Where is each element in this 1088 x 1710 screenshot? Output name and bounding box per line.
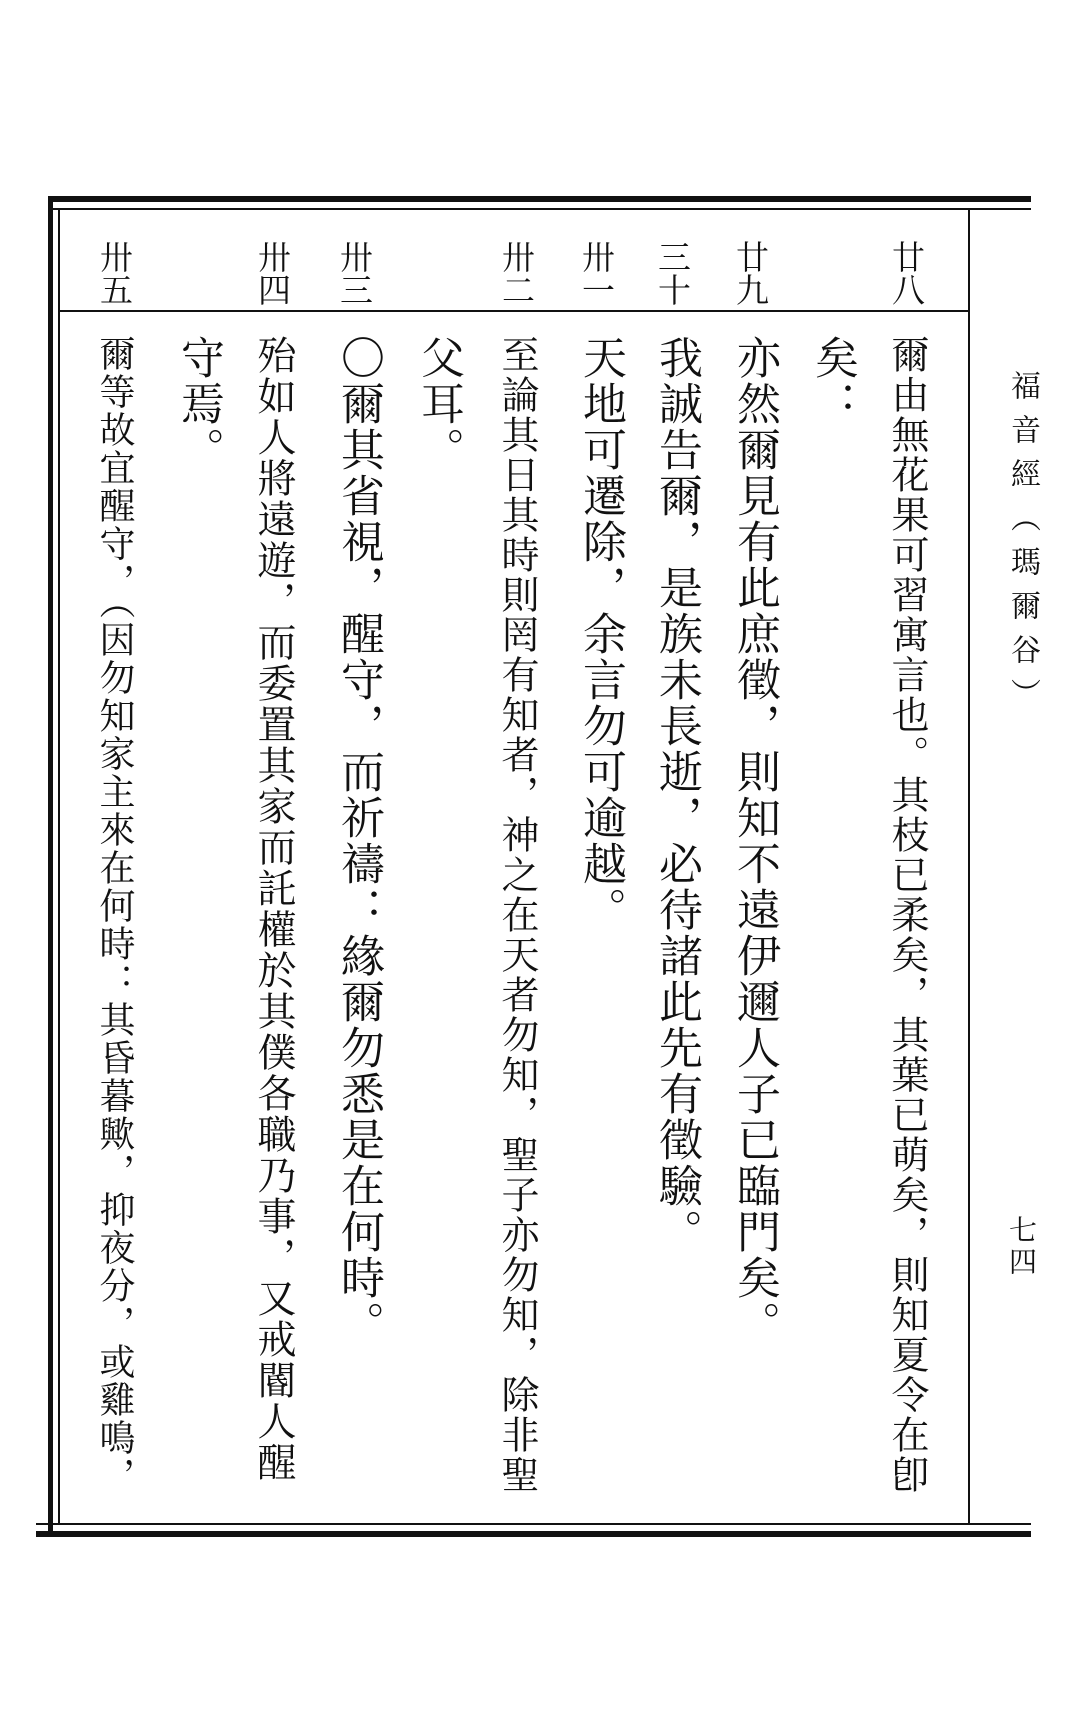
frame-top-border <box>48 196 1031 202</box>
verse-number: 三十 <box>653 240 692 306</box>
verse-text-line: 我誠告爾，是族未長逝，必待諸此先有徵驗。 <box>651 335 702 1255</box>
verse-text-line: 殆如人將遠遊，而委置其家而託權於其僕各職乃事，又戒閽人醒 <box>251 335 296 1483</box>
verse-text-line: 守焉。 <box>173 335 224 473</box>
verse-number: 卅三 <box>335 240 374 306</box>
verse-text-line: 天地可遷除，余言勿可逾越。 <box>575 335 626 933</box>
verse-text-line: 爾由無花果可習寓言也。其枝已柔矣，其葉已萌矣，則知夏令在卽 <box>885 335 929 1495</box>
running-title: 福音經（瑪爾谷） <box>1005 370 1040 722</box>
frame-bottom-inner-border <box>36 1523 1031 1525</box>
frame-right-border <box>968 208 970 1525</box>
frame-bottom-border <box>36 1531 1031 1537</box>
verse-number: 卅四 <box>253 240 292 306</box>
verse-number: 卅二 <box>497 240 536 306</box>
verse-text-line: 至論其日其時則罔有知者，神之在天者勿知，聖子亦勿知，除非聖 <box>495 335 539 1495</box>
verse-text-line: 爾等故宜醒守，（因勿知家主來在何時：其昏暮歟，抑夜分，或雞鳴， <box>94 335 135 1495</box>
verse-text-line: 〇爾其省視，醒守，而祈禱：緣爾勿悉是在何時。 <box>333 335 384 1347</box>
frame-left-border <box>48 196 53 1537</box>
frame-left-inner-border <box>58 208 60 1525</box>
verse-number: 廿八 <box>887 240 926 306</box>
frame-top-inner-border <box>48 208 1031 210</box>
verse-text-line: 矣： <box>807 335 858 427</box>
verse-text-line: 亦然爾見有此庶徵，則知不遠伊邇人子已臨門矣。 <box>729 335 780 1347</box>
verse-number: 廿九 <box>731 240 770 306</box>
verse-number-divider <box>60 310 968 312</box>
verse-text-line: 父耳。 <box>413 335 464 473</box>
page-number: 七四 <box>1005 1215 1038 1279</box>
verse-number: 卅五 <box>95 240 134 306</box>
verse-number: 卅一 <box>577 240 616 306</box>
